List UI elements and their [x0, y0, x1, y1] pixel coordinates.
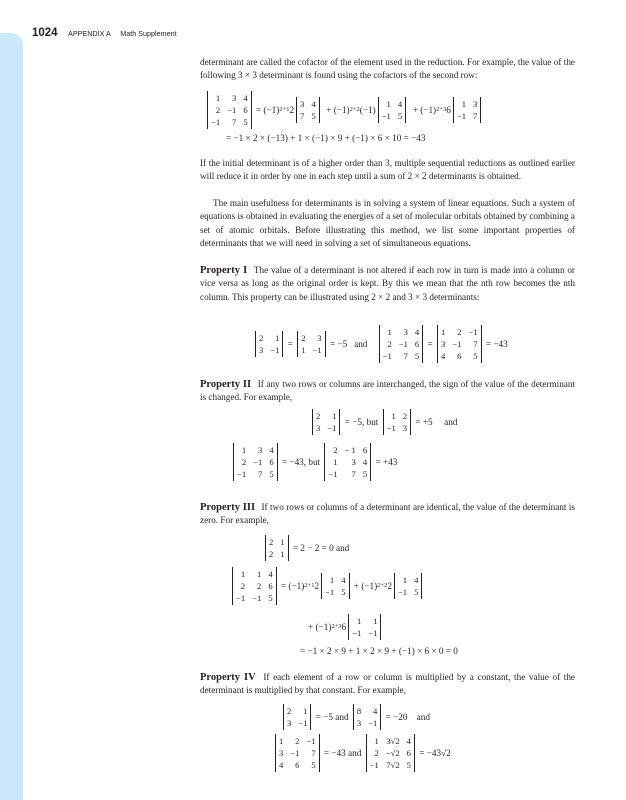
determinant-element: 3	[259, 345, 264, 355]
determinant-element: −1	[328, 469, 338, 479]
determinant-element: 5	[397, 111, 403, 121]
determinant-element: 3	[402, 423, 408, 433]
equation-property-2a	[310, 409, 457, 435]
determinant-element: 3	[317, 333, 322, 343]
determinant-element: 4	[269, 445, 274, 455]
determinant-element: 4	[311, 99, 316, 109]
determinant-element: 2	[402, 411, 408, 421]
equation-text: = (−1)	[278, 581, 305, 591]
determinant-element: −1	[468, 327, 478, 337]
property-4	[200, 671, 575, 698]
determinant-element: 4	[397, 99, 403, 109]
determinant-element: 3	[351, 457, 356, 467]
equation-property-3c: + (−1) 2+3 6 1 1 −1 −1	[308, 614, 383, 640]
determinant-element: 2	[374, 748, 379, 758]
determinant-element: 1	[333, 457, 338, 467]
property-text: If two rows or columns of a determinant are identical, the value of the determinant is zero. For example,	[200, 502, 575, 526]
section-label: APPENDIX A	[68, 29, 111, 38]
determinant-element: 3	[403, 327, 408, 337]
page-number: 1024	[32, 27, 58, 39]
determinant	[379, 325, 424, 363]
determinant-element: 1	[386, 99, 391, 109]
property-heading: Property III	[200, 502, 256, 513]
equation-text: = −43√2	[416, 748, 451, 758]
equation-text: + (−1)	[408, 105, 437, 115]
determinant-element: 4	[406, 736, 411, 746]
determinant-element: −1	[368, 628, 378, 638]
determinant	[255, 331, 283, 357]
determinant-element: 2	[387, 339, 392, 349]
determinant-element: −1	[211, 117, 221, 127]
determinant-element: 7	[403, 351, 408, 361]
determinant-element: 1	[280, 537, 285, 547]
determinant-element: − 1	[344, 445, 356, 455]
determinant-element: 2	[333, 445, 338, 455]
property-text: If any two rows or columns are interchanged, the sign of the value of the determinant is changed. For example,	[200, 379, 576, 403]
equation-text: = (−1)	[253, 105, 280, 115]
paragraph-text: The main usefulness for determinants is in solving a system of linear equations. Such a system of equations is obtained in evaluating the energies of a set of molecular orbitals obtained by combining a set of atomic orbitals. Before illustrating this method, we list some important properties of determinants that we will need in solving a set of simultaneous equations.	[200, 198, 575, 248]
determinant	[296, 97, 320, 123]
determinant	[233, 443, 278, 481]
determinant-element: 6	[268, 581, 273, 591]
determinant-element: 1	[303, 706, 308, 716]
determinant-element: −1	[369, 760, 379, 770]
determinant-element: −1	[456, 111, 467, 121]
determinant-element: 4	[414, 327, 420, 337]
determinant-element: 1	[241, 445, 247, 455]
determinant-element: −1	[381, 111, 391, 121]
determinant-element: 1	[280, 549, 285, 559]
determinant-element: 4	[243, 93, 248, 103]
determinant-element: 6	[295, 760, 300, 770]
determinant-element: 5	[414, 587, 419, 597]
determinant-element: −1	[312, 345, 322, 355]
determinant	[353, 704, 381, 730]
determinant-element: −1	[397, 587, 408, 597]
property-2	[200, 378, 575, 405]
determinant-element: 6	[457, 351, 462, 361]
determinant-element: 3	[473, 99, 478, 109]
determinant-element: −1	[452, 339, 462, 349]
determinant-element: 7	[473, 339, 478, 349]
determinant-element: 1	[374, 736, 379, 746]
determinant-element: 3	[316, 423, 321, 433]
equation-text: = +43	[373, 457, 398, 467]
determinant-element: −1	[227, 105, 237, 115]
determinant-element: 5	[406, 760, 411, 770]
equation-text: = −20 and	[383, 712, 430, 722]
equation-property-1	[253, 325, 508, 363]
determinant-element: −1	[327, 423, 337, 433]
determinant-element: 5	[311, 111, 316, 121]
determinant-element: 3	[440, 339, 446, 349]
determinant-element: 1	[357, 616, 362, 626]
determinant-element: 4	[268, 569, 273, 579]
determinant	[453, 97, 481, 123]
equation-text: = +5 and	[413, 417, 458, 427]
determinant-element: 6	[414, 339, 420, 349]
equation-property-2b	[231, 443, 397, 481]
determinant-element: 1	[240, 569, 246, 579]
equation-property-3a	[263, 535, 349, 561]
determinant-element: 2	[259, 333, 264, 343]
determinant-element: 6	[269, 457, 274, 467]
section-title: Math Supplement	[120, 29, 177, 38]
determinant-element: 3√2	[386, 736, 400, 746]
equation-cofactor-result	[226, 133, 425, 143]
equation-text: 2	[314, 581, 320, 591]
determinant	[297, 331, 325, 357]
determinant-element: 2	[457, 327, 462, 337]
determinant-element: 4	[373, 706, 378, 716]
determinant-element: 3	[258, 445, 263, 455]
determinant-element: 1	[275, 333, 280, 343]
determinant	[348, 614, 381, 640]
determinant-element: 1	[329, 575, 335, 585]
property-heading: Property I	[200, 265, 248, 276]
equation-text: = −5, but	[342, 417, 381, 427]
determinant-element: 1	[301, 345, 306, 355]
determinant-element: 2	[287, 706, 292, 716]
equation-text: = −43, but	[279, 457, 323, 467]
determinant-element: 1	[461, 99, 467, 109]
determinant-element: 5	[311, 760, 316, 770]
equation-text: (−1)	[359, 105, 376, 115]
determinant-element: 5	[268, 593, 273, 603]
determinant-element: 7	[300, 111, 305, 121]
determinant-element: 4	[362, 457, 368, 467]
determinant-element: 2	[301, 333, 306, 343]
determinant	[394, 573, 422, 599]
determinant-element: −1	[325, 587, 335, 597]
determinant-element: 7	[351, 469, 356, 479]
determinant	[437, 325, 482, 363]
determinant-element: 6	[406, 748, 411, 758]
property-3	[200, 501, 575, 528]
determinant-element: −1	[306, 736, 316, 746]
determinant-element: −1	[382, 351, 392, 361]
determinant-element: 5	[414, 351, 420, 361]
equation-text: 2	[289, 105, 295, 115]
property-text: If each element of a row or column is multiplied by a constant, the value of the determinant is multiplied by that constant. For example,	[200, 672, 575, 696]
paragraph-usefulness	[200, 197, 575, 250]
determinant-element: 6	[243, 105, 248, 115]
determinant-element: 5	[362, 469, 368, 479]
determinant-element: 7	[473, 111, 478, 121]
determinant	[283, 704, 311, 730]
property-1	[200, 264, 575, 304]
equation-text: + (−1)	[308, 622, 332, 632]
equation-text: = −5 and	[327, 339, 377, 349]
determinant-element: 7	[232, 117, 237, 127]
determinant-element: 5	[243, 117, 248, 127]
determinant-element: 8	[356, 706, 362, 716]
determinant-element: −√2	[385, 748, 400, 758]
equation-text: =	[285, 339, 296, 349]
determinant-element: −1	[236, 593, 246, 603]
determinant-element: 3	[279, 748, 284, 758]
property-heading: Property II	[200, 379, 252, 390]
determinant-element: 2	[215, 105, 221, 115]
determinant	[275, 734, 320, 772]
determinant-element: 1	[373, 616, 378, 626]
determinant-element: 4	[440, 351, 446, 361]
determinant-element: 7	[311, 748, 316, 758]
determinant	[232, 567, 277, 605]
determinant-element: 1	[402, 575, 408, 585]
determinant-element: 1	[257, 569, 262, 579]
equation-text: + (−1)	[351, 581, 378, 591]
equation-cofactor-expansion: 1 3 4 2 −1 6 −1 7 5 = (−1) 2+1 2 3 4 7 5 + (−1) 2+2 (−1) 1 4 −1 5 + (−1) 2+3 6 1 3 −1 7	[205, 91, 483, 129]
determinant-element: 3	[232, 93, 237, 103]
determinant-element: 5	[269, 469, 274, 479]
determinant	[383, 409, 411, 435]
determinant-element: 7√2	[386, 760, 400, 770]
determinant-element: 1	[215, 93, 221, 103]
determinant-element: −1	[352, 628, 362, 638]
determinant-element: 1	[279, 736, 284, 746]
determinant-element: 4	[279, 760, 284, 770]
determinant	[265, 535, 289, 561]
determinant-element: 2	[316, 411, 321, 421]
determinant	[324, 443, 371, 481]
equation-text: = −43 and	[321, 748, 364, 758]
equation-text: = −5 and	[313, 712, 351, 722]
determinant-element: 1	[440, 327, 446, 337]
determinant	[321, 573, 349, 599]
determinant-element: 5	[473, 351, 478, 361]
determinant-element: 3	[287, 718, 292, 728]
equation-text: = −1 × 2 × 9 + 1 × 2 × 9 + (−1) × 6 × 0 = 0	[300, 646, 458, 656]
paragraph-cofactor-intro: determinant are called the cofactor of the element used in the reduction. For example, the value of the following 3 × 3 determinant is found using the cofactors of the second row:	[200, 57, 575, 81]
equation-text: 2	[387, 581, 392, 591]
determinant-element: 1	[387, 327, 392, 337]
determinant-element: −1	[386, 423, 396, 433]
equation-text: 6	[341, 622, 347, 632]
determinant-element: 2	[295, 736, 300, 746]
determinant-element: 2	[269, 549, 274, 559]
property-text: The value of a determinant is not altered if each row in turn is made into a column or vice versa as long as the original order is kept. By this we mean that the nth row becomes the nth column. This property can be illustrated using 2 × 2 and 3 × 3 determinants:	[200, 265, 575, 302]
determinant-element: 3	[300, 99, 305, 109]
determinant-element: −1	[253, 457, 263, 467]
determinant-element: −1	[252, 593, 262, 603]
paragraph-higher-order: If the initial determinant is of a higher order than 3, multiple sequential reductions as outlined earlier will reduce it in order by one in each step until a sum of 2 × 2 determinants is obtained.	[200, 158, 575, 182]
determinant-element: 4	[341, 575, 346, 585]
equation-property-4a	[281, 704, 430, 730]
running-header	[32, 23, 177, 41]
equation-text: + (−1)	[321, 105, 350, 115]
determinant-element: −1	[398, 339, 408, 349]
determinant-element: 2	[241, 457, 247, 467]
equation-text: = −43	[483, 339, 508, 349]
determinant-element: −1	[298, 718, 308, 728]
determinant-element: −1	[368, 718, 378, 728]
equation-text: =	[425, 339, 435, 349]
equation-text: = −1 × 2 × (−13) + 1 × (−1) × 9 + (−1) × 6 × 10 = −43	[226, 133, 426, 143]
equation-property-3b: 1 1 4 2 2 6 −1 −1 5 = (−1) 2+1 2 1 4 −1 5 + (−1) 2+2 2 1 4 −1 5	[230, 567, 424, 605]
determinant	[312, 409, 340, 435]
equation-property-4b	[273, 734, 451, 772]
determinant-element: 6	[362, 445, 368, 455]
determinant-element: 3	[356, 718, 362, 728]
determinant-element: −1	[290, 748, 300, 758]
determinant-element: 7	[258, 469, 263, 479]
page-edge-tab	[0, 33, 23, 800]
determinant	[366, 734, 415, 772]
determinant	[378, 97, 406, 123]
property-heading: Property IV	[200, 672, 256, 683]
equation-text: 6	[446, 105, 451, 115]
determinant-element: 2	[240, 581, 246, 591]
determinant-element: 2	[269, 537, 274, 547]
determinant-element: 5	[341, 587, 346, 597]
equation-text: = 2 − 2 = 0 and	[290, 543, 350, 553]
determinant-element: −1	[270, 345, 280, 355]
determinant-element: −1	[237, 469, 247, 479]
equation-property-3d	[300, 646, 458, 656]
determinant	[207, 91, 252, 129]
determinant-element: 1	[391, 411, 396, 421]
determinant-element: 1	[332, 411, 337, 421]
determinant-element: 4	[414, 575, 419, 585]
determinant-element: 2	[257, 581, 262, 591]
